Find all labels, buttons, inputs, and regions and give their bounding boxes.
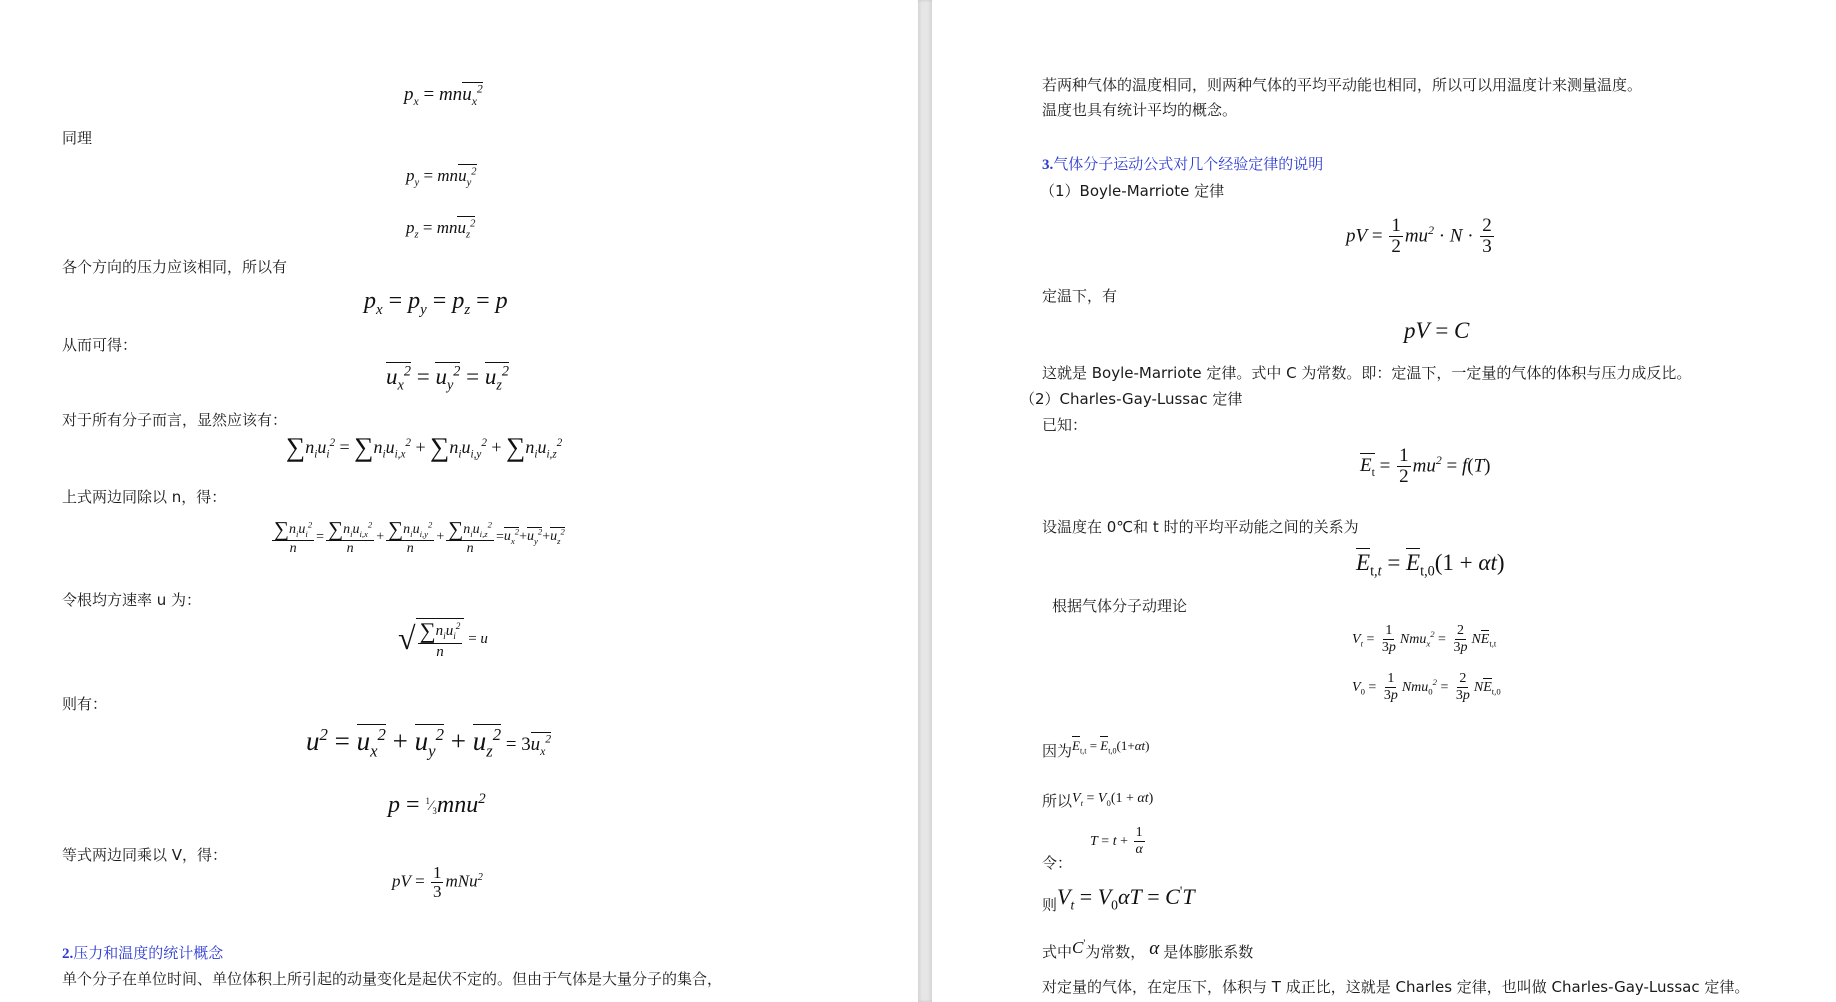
text-ling: 令根均方速率 u 为：	[62, 591, 202, 609]
equation-pz: $p_z = mnu_z^2$	[406, 218, 476, 241]
section-number: 2.	[62, 946, 74, 962]
subheading-boyle: （1）Boyle-Marriote 定律	[1040, 182, 1225, 200]
label-ze: 则	[1042, 896, 1058, 914]
text-zhejiu: 这就是 Boyle-Marriote 定律。式中 C 为常数。即：定温下，一定量的气体的体积与压力成反比。	[1042, 364, 1692, 382]
text-gefangxiang: 各个方向的压力应该相同，所以有	[62, 258, 288, 276]
subheading-charles: （2）Charles-Gay-Lussac 定律	[1020, 390, 1243, 408]
equation-pV-C: pV = C	[1404, 318, 1470, 343]
right-page	[932, 0, 1836, 1002]
text-shangshi: 上式两边同除以 n，得：	[62, 488, 227, 506]
symbol-alpha: α	[1149, 938, 1160, 959]
symbol-C-prime: C'	[1072, 938, 1086, 957]
text-dingwen: 定温下，有	[1042, 287, 1118, 305]
section-title: 压力和温度的统计概念	[73, 944, 224, 962]
label-yinwei: 因为	[1042, 742, 1073, 760]
equation-divide-n: $\frac{\sum n_iu_i^2}{n}$ = $\frac{\sum n_iu_{i,x}^2}{n}$ + $\frac{\sum n_iu_{i,y}^2}{n}$ + $\frac{\sum n_iu_{i,z}^2}{n}$ $=u_x^2+u_y^2+u_z^2$	[274, 517, 565, 557]
equation-T: T = t + $\frac{1}{\alpha}$	[1090, 825, 1143, 857]
equation-velocity-equal: $u_x^2 = u_y^2 = u_z^2$	[386, 363, 510, 394]
section-number: 3.	[1042, 157, 1054, 173]
equation-Et: $E_t$ = $\frac{1}{2}$ $mu^2 = f(T)$	[1360, 445, 1491, 487]
text-zeyou: 则有：	[62, 695, 108, 713]
text-yizhi: 已知：	[1042, 416, 1088, 434]
equation-suoyi: $V_t = V_0(1 + \alpha t)$	[1072, 791, 1154, 808]
equation-pV-boyle: pV = $\frac{1}{2}$ $mu^2 \cdot N$ · $\frac{2}{3}$	[1346, 215, 1492, 257]
equation-Vt-C: $V_t = V_0\alpha T = C'T$	[1057, 883, 1195, 913]
equation-yinwei: $E_{t,t} = E_{t,0}(1+\alpha t)$	[1072, 738, 1150, 756]
text-ling2: 令：	[1042, 854, 1073, 872]
equation-sum-components: $\sum n_iu_i^2 = \sum n_iu_{i,x}^2 + \sum n_iu_{i,y}^2 + \sum n_iu_{i,z}^2$	[286, 432, 563, 462]
text-duiyusuoyou: 对于所有分子而言，显然应该有：	[62, 411, 288, 429]
text-dengshi: 等式两边同乘以 V，得：	[62, 846, 228, 864]
text-shewendu: 设温度在 0℃和 t 时的平均平动能之间的关系为	[1042, 518, 1359, 536]
section-heading-3	[1042, 153, 1323, 174]
section-heading-2	[62, 942, 223, 963]
label-shizhong-c: 是体膨胀系数	[1163, 943, 1254, 961]
equation-u-squared: $u^2 = u_x^2 + u_y^2 + u_z^2 = 3u_x^2$	[306, 725, 552, 761]
equation-py: $p_y = mnu_y^2$	[406, 166, 477, 189]
text-yinwei	[1042, 738, 1149, 761]
text-top2: 温度也具有统计平均的概念。	[1042, 101, 1238, 119]
label-shizhong-b: 为常数，	[1085, 943, 1146, 961]
label-suoyi: 所以	[1042, 792, 1073, 810]
equation-Vt: $V_t$ = $\frac{1}{3p}$ Nmu$_x^2$ = $\frac{2}{3p}$ $NE_{t,t}$	[1352, 623, 1497, 655]
page-gutter	[918, 0, 932, 1002]
text-top1: 若两种气体的温度相同，则两种气体的平均平动能也相同，所以可以用温度计来测量温度。	[1042, 76, 1643, 94]
text-congerkede: 从而可得：	[62, 336, 138, 354]
equation-p-third: $p = ^1⁄_3mnu^2$	[388, 791, 486, 818]
text-genju: 根据气体分子动理论	[1052, 597, 1188, 615]
equation-pressure-equal: $p_x = p_y = p_z = p$	[364, 288, 508, 318]
label-shizhong-a: 式中	[1042, 943, 1073, 961]
equation-rms-speed: √ $\frac{\sum n_iu_i^2}{n}$ = u	[398, 618, 488, 660]
text-suoyi	[1042, 790, 1153, 811]
equation-px: $p_x = mnu_x^2$	[404, 82, 483, 108]
equation-V0: $V_0$ = $\frac{1}{3p}$ Nmu$_0^2$ = $\frac{2}{3p}$ $NE_{t,0}$	[1352, 671, 1501, 703]
text-shizhong	[1042, 938, 1253, 962]
section-title: 气体分子运动公式对几个经验定律的说明	[1053, 155, 1324, 173]
text-last-left: 单个分子在单位时间、单位体积上所引起的动量变化是起伏不定的。但由于气体是大量分子的集合，	[62, 970, 723, 988]
text-tongli: 同理	[62, 129, 93, 147]
equation-Ett: $E_{t,t} = E_{t,0}(1 + \alpha t)$	[1356, 550, 1505, 580]
text-last-right: 对定量的气体，在定压下，体积与 T 成正比，这就是 Charles 定律，也叫做 Charles-Gay-Lussac 定律。	[1042, 978, 1750, 996]
text-ze	[1042, 884, 1195, 915]
equation-pV: pV = $\frac{1}{3}$ mNu$^2$	[392, 863, 483, 901]
